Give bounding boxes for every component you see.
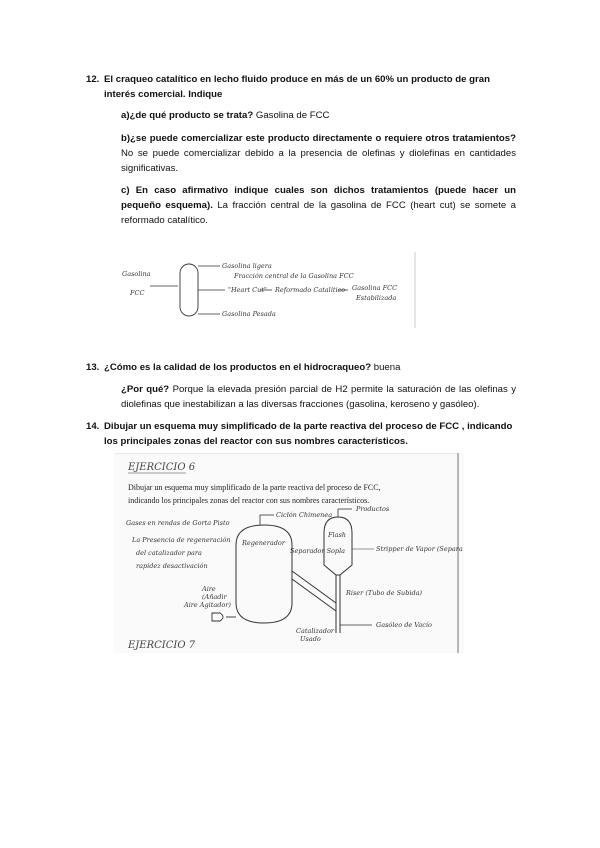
scan-label-gases: Gases en rendas de Gorta Pisto bbox=[126, 519, 230, 527]
scan-label-riser: Riser (Tubo de Subida) bbox=[346, 589, 423, 597]
question-12 bbox=[86, 72, 516, 102]
sketch-feed-top-label: Gasolina bbox=[122, 270, 151, 278]
question-13-number: 13. bbox=[86, 362, 100, 373]
question-13-text: ¿Cómo es la calidad de los productos en el hidrocraqueo? bbox=[104, 362, 372, 373]
question-12-number: 12. bbox=[86, 74, 100, 85]
sketch-column bbox=[180, 264, 198, 316]
question-12-a-answer: Gasolina de FCC bbox=[253, 110, 330, 121]
scan-header: EJERCICIO 6 bbox=[128, 462, 196, 473]
scan-label-presencia-2: del catalizador para bbox=[136, 549, 202, 557]
question-12-b-label: b)¿se puede comercializar este producto directamente o requiere otros tratamientos? bbox=[121, 133, 516, 144]
question-12-a-label: a)¿de qué producto se trata? bbox=[121, 110, 254, 121]
scan-label-presencia-1: La Presencia de regeneración bbox=[132, 536, 231, 544]
question-12-c-answer: La fracción central de la gasolina de FCC (heart cut) se somete a reformado catalítico. bbox=[121, 200, 516, 226]
scan-label-catalizador-1: Catalizador bbox=[296, 627, 334, 635]
scan-label-aire-2: (Añadir bbox=[202, 593, 227, 601]
sketch-note: Fracción central de la Gasolina FCC bbox=[234, 272, 354, 280]
scan-label-presencia-3: rapidez desactivación bbox=[136, 562, 208, 570]
question-12-a bbox=[121, 108, 516, 123]
question-13 bbox=[86, 360, 516, 375]
scan-line-2: indicando los principales zonas del reactor con sus nombres característicos. bbox=[128, 496, 370, 505]
question-13-answer: buena bbox=[371, 362, 401, 373]
sketch-product-a: Gasolina FCC bbox=[352, 284, 398, 292]
question-13-why-answer: Porque la elevada presión parcial de H2 permite la saturación de las olefinas y diolefinas que inestabilizan a las diversas fracciones (gasolina, keroseno y gasóleo). bbox=[121, 384, 516, 410]
question-13-why bbox=[121, 382, 516, 412]
question-12-text: El craqueo catalítico en lecho fluido produce en más de un 60% un producto de gran interés comercial. Indique bbox=[104, 74, 490, 100]
scan-line-1: Dibujar un esquema muy simplificado de la parte reactiva del proceso de FCC, bbox=[128, 483, 381, 492]
heart-cut-sketch bbox=[120, 250, 420, 330]
scan-label-flash: Flash bbox=[328, 531, 346, 539]
question-14 bbox=[86, 419, 516, 449]
question-12-b-answer: No se puede comercializar debido a la presencia de olefinas y diolefinas en cantidades significativas. bbox=[121, 148, 516, 174]
fcc-scanned-diagram bbox=[114, 453, 464, 653]
question-14-number: 14. bbox=[86, 421, 100, 432]
question-12-b bbox=[121, 131, 516, 176]
sketch-product-b: Estabilizada bbox=[356, 294, 397, 302]
scan-label-aire-3: Aire Agitador) bbox=[184, 601, 231, 609]
scan-label-gasoleo: Gasóleo de Vacío bbox=[376, 621, 432, 629]
scan-footer: EJERCICIO 7 bbox=[128, 640, 196, 651]
scan-label-separador: Separador Sopla bbox=[290, 547, 346, 555]
scan-label-stripper: Stripper de Vapor (Separa bbox=[376, 545, 463, 553]
sketch-heart-cut: "Heart Cut" bbox=[228, 286, 267, 294]
scan-label-catalizador-2: Usado bbox=[300, 635, 321, 643]
sketch-light-gasoline: Gasolina ligera bbox=[222, 262, 272, 270]
scan-label-regenerador: Regenerador bbox=[242, 539, 285, 547]
scan-label-aire-1: Aire bbox=[202, 585, 216, 593]
question-12-c bbox=[121, 183, 516, 228]
scan-label-productos: Productos bbox=[356, 505, 390, 513]
sketch-feed-bottom-label: FCC bbox=[130, 289, 145, 297]
sketch-reformer: Reformado Catalítico bbox=[275, 286, 346, 294]
question-12-c-label: c) En caso afirmativo indique cuales son dichos tratamientos (puede hacer un pequeño esquema). bbox=[121, 185, 516, 211]
question-13-why-label: ¿Por qué? bbox=[121, 384, 170, 395]
scan-label-ciclones: Ciclón Chimenea bbox=[276, 511, 333, 519]
sketch-heavy-gasoline: Gasolina Pesada bbox=[222, 310, 276, 318]
question-14-text: Dibujar un esquema muy simplificado de la parte reactiva del proceso de FCC , indicando los principales zonas del reactor con sus nombres característicos. bbox=[104, 421, 513, 447]
